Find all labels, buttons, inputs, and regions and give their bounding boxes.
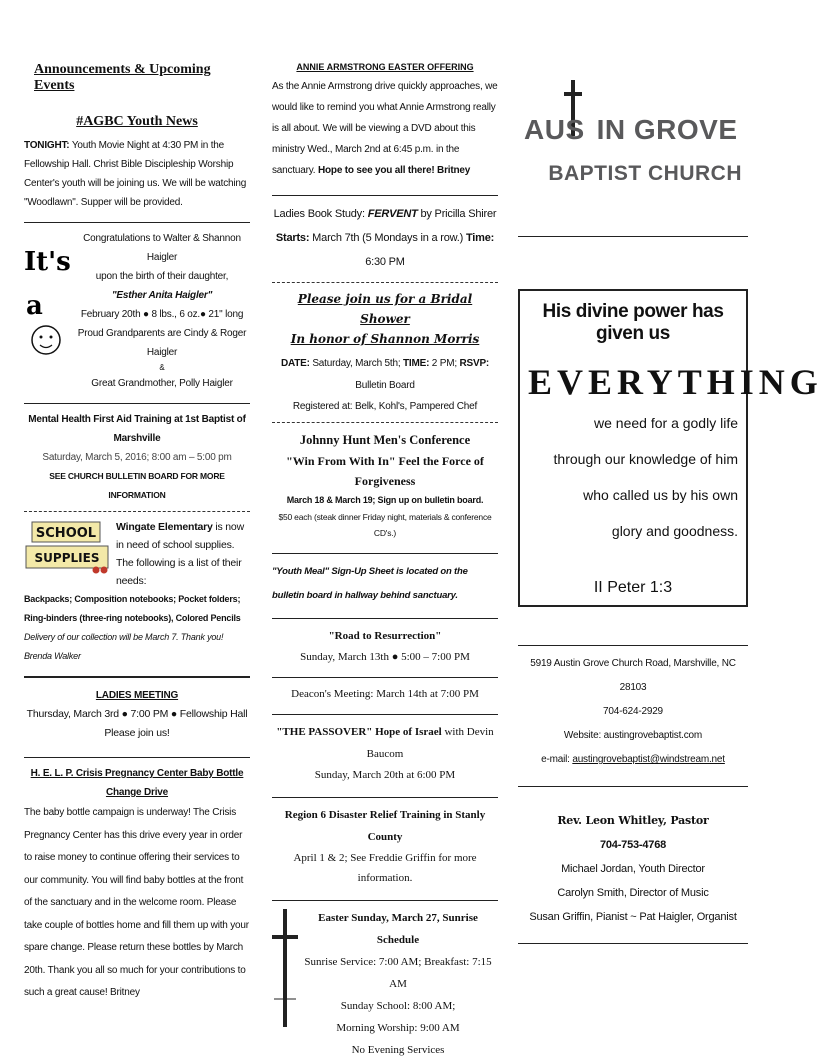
church-name-line2: BAPTIST CHURCH: [548, 162, 742, 185]
ladies-meeting-title: LADIES MEETING: [95, 690, 179, 701]
baby-art-text: It's: [24, 247, 71, 277]
school-art-line1: SCHOOL: [35, 526, 97, 541]
passover-title: "THE PASSOVER" Hope of Israel: [276, 726, 442, 738]
middle-column: [272, 62, 498, 1061]
church-address: 5919 Austin Grove Church Road, Marshville, NC 28103: [530, 658, 736, 693]
help-text: The baby bottle campaign is underway! The Crisis Pregnancy Center has this drive every year in order to raise money to continue offering their services to our community. You will find baby bottles at the front of the sanctuary and in the welcome room. Please take couple of bottles home and fill them up with your spare change. Please return these bottles by March 20th. Thank you all so much for your contributions to such a great cause! Britney: [24, 807, 249, 998]
easter-worship: Morning Worship: 9:00 AM: [336, 1022, 460, 1034]
right-column: [518, 62, 823, 950]
shower-rsvp-label: RSVP:: [459, 358, 490, 369]
bridal-shower-section: [272, 289, 498, 416]
school-delivery: Delivery of our collection will be March 7. Thank you! Brenda Walker: [24, 632, 224, 661]
mhfa-date: Saturday, March 5, 2016; 8:00 am – 5:00 pm: [42, 452, 232, 463]
contact-info: [518, 652, 748, 772]
annie-armstrong-text: [272, 76, 498, 181]
shower-date-label: DATE:: [280, 358, 310, 369]
school-intro: [116, 518, 250, 590]
conference-dates: March 18 & March 19; Sign up on bulletin board.: [286, 495, 484, 505]
mens-conference-section: [272, 429, 498, 541]
verse-line: we need for a godly life: [594, 415, 738, 431]
school-intro-text: is now in need of school supplies. The following is a list of their needs:: [116, 521, 244, 587]
congrats-line1: Congratulations to Walter & Shannon Haigler: [83, 233, 241, 263]
ladies-meeting-when: Thursday, March 3rd ● 7:00 PM ● Fellowship Hall: [26, 708, 248, 720]
mhfa-section: [24, 410, 250, 505]
conference-cost: $50 each (steak dinner Friday night, materials & conference CD's.): [278, 512, 492, 538]
church-website[interactable]: Website: austingrovebaptist.com: [563, 730, 703, 741]
verse-everything: EVERYTHING: [528, 362, 823, 402]
easter-sunrise: Sunrise Service: 7:00 AM; Breakfast: 7:15 AM: [304, 956, 492, 990]
staff-section: [518, 809, 748, 929]
church-name-part2: IN GROVE: [596, 114, 738, 145]
book-starts-label: Starts:: [275, 232, 310, 244]
shower-registry: Registered at: Belk, Kohl's, Pampered Chef: [292, 401, 478, 412]
shower-rsvp: Bulletin Board: [355, 380, 415, 391]
road-when: Sunday, March 13th ● 5:00 – 7:00 PM: [300, 651, 470, 663]
baby-girl-illustration: [24, 244, 71, 362]
pastor-phone: 704-753-4768: [599, 839, 667, 851]
shower-line1: Please join us for a Bridal Shower: [297, 292, 473, 326]
left-column: [24, 62, 250, 1005]
disaster-relief-section: [272, 804, 498, 888]
birth-announcement: [74, 229, 250, 393]
easter-title: Easter Sunday, March 27, Sunrise Schedule: [318, 912, 478, 946]
tonight-label: TONIGHT:: [24, 140, 70, 151]
verse-reference: II Peter 1:3: [593, 579, 673, 596]
email-label: e-mail:: [541, 754, 573, 765]
grandparents: Proud Grandparents are Cindy & Roger Haigler: [77, 328, 247, 358]
easter-sunday-school: Sunday School: 8:00 AM;: [340, 1000, 456, 1012]
church-logo: [518, 62, 748, 192]
pastor-name: Rev. Leon Whitley, Pastor: [557, 814, 709, 827]
baby-name: "Esther Anita Haigler": [111, 290, 213, 301]
school-items: Backpacks; Composition notebooks; Pocket folders; Ring-binders (three-ring notebooks), Colored Pencils: [24, 594, 241, 623]
great-grandmother: Great Grandmother, Polly Haigler: [91, 378, 233, 389]
ladies-meeting-join: Please join us!: [104, 727, 170, 739]
svg-text:a: a: [26, 291, 43, 321]
school-supplies-art: [24, 518, 110, 574]
ampersand: &: [159, 363, 165, 372]
book-study-section: [272, 202, 498, 274]
youth-director: Michael Jordan, Youth Director: [561, 863, 705, 875]
ladies-meeting-section: [24, 686, 250, 743]
shower-line2: In honor of Shannon Morris: [290, 332, 480, 346]
mhfa-title: Mental Health First Aid Training at 1st Baptist of Marshville: [28, 414, 246, 444]
passover-with: with Devin Baucom: [366, 726, 494, 760]
school-art-line2: SUPPLIES: [34, 551, 100, 565]
shower-date: Saturday, March 5th;: [309, 358, 403, 369]
shower-time: 2 PM;: [429, 358, 460, 369]
tonight-text: Youth Movie Night at 4:30 PM in the Fellowship Hall. Christ Bible Discipleship Worship Center's youth will be joining us. We will be watching "Woodlawn". Supper will be provided.: [24, 140, 247, 208]
email-link[interactable]: austingrovebaptist@windstream.net: [572, 754, 725, 765]
verse-line: who called us by his own: [583, 487, 738, 503]
region-when: April 1 & 2; See Freddie Griffin for more information.: [293, 852, 477, 884]
easter-evening: No Evening Services: [351, 1044, 445, 1056]
verse-line1: His divine power has given us: [542, 301, 724, 344]
baby-details: February 20th ● 8 lbs., 6 oz.● 21" long: [80, 309, 244, 320]
conference-title: Johnny Hunt Men's Conference: [299, 433, 471, 447]
passover-section: [272, 721, 498, 785]
help-section: [24, 764, 250, 1005]
road-title: "Road to Resurrection": [328, 630, 442, 642]
book-time: 6:30 PM: [365, 256, 405, 268]
book-study-author: by Pricilla Shirer: [417, 208, 497, 220]
youth-meal-signup: "Youth Meal" Sign-Up Sheet is located on the bulletin board in hallway behind sanctuary.: [272, 566, 468, 601]
region-title: Region 6 Disaster Relief Training in Stanly County: [284, 809, 486, 843]
annie-text: As the Annie Armstrong drive quickly approaches, we would like to remind you what Annie Armstrong really is all about. We will be viewing a DVD about this ministry Wed., March 2nd at 6:45 p.m. in the sanctuary.: [272, 81, 498, 176]
verse-line: through our knowledge of him: [553, 451, 738, 467]
annie-closing: Hope to see you all there! Britney: [317, 165, 471, 176]
passover-when: Sunday, March 20th at 6:00 PM: [314, 769, 456, 781]
cross-icon: [272, 909, 298, 1027]
verse-body: [528, 405, 738, 549]
book-study-label: Ladies Book Study:: [273, 208, 368, 220]
scripture-box: [518, 289, 823, 607]
conference-subtitle: "Win From With In" Feel the Force of Forgiveness: [286, 454, 484, 488]
book-starts: March 7th (5 Mondays in a row.): [309, 232, 466, 244]
help-title: H. E. L. P. Crisis Pregnancy Center Baby Bottle Change Drive: [30, 768, 244, 798]
annie-armstrong-title: ANNIE ARMSTRONG EASTER OFFERING: [296, 62, 474, 72]
book-time-label: Time:: [465, 232, 495, 244]
music-director: Carolyn Smith, Director of Music: [557, 887, 709, 899]
road-to-resurrection: [272, 625, 498, 667]
announcements-heading: Announcements & Upcoming Events: [34, 62, 211, 93]
congrats-line2: upon the birth of their daughter,: [95, 271, 229, 282]
deacons-meeting: Deacon's Meeting: March 14th at 7:00 PM: [291, 688, 479, 700]
shower-time-label: TIME:: [403, 358, 430, 369]
book-study-title: FERVENT: [367, 208, 418, 220]
youth-movie-paragraph: [24, 136, 250, 212]
easter-schedule-section: [272, 907, 498, 1061]
school-name: Wingate Elementary: [116, 521, 213, 533]
verse-line: glory and goodness.: [611, 523, 738, 539]
pianist-organist: Susan Griffin, Pianist ~ Pat Haigler, Organist: [529, 911, 737, 923]
church-name-part1: AUS: [524, 114, 585, 145]
school-supplies-section: [24, 518, 250, 590]
church-phone: 704-624-2929: [603, 706, 663, 717]
youth-news-title: #AGBC Youth News: [76, 114, 198, 129]
mhfa-note: SEE CHURCH BULLETIN BOARD FOR MORE INFORMATION: [49, 471, 225, 500]
